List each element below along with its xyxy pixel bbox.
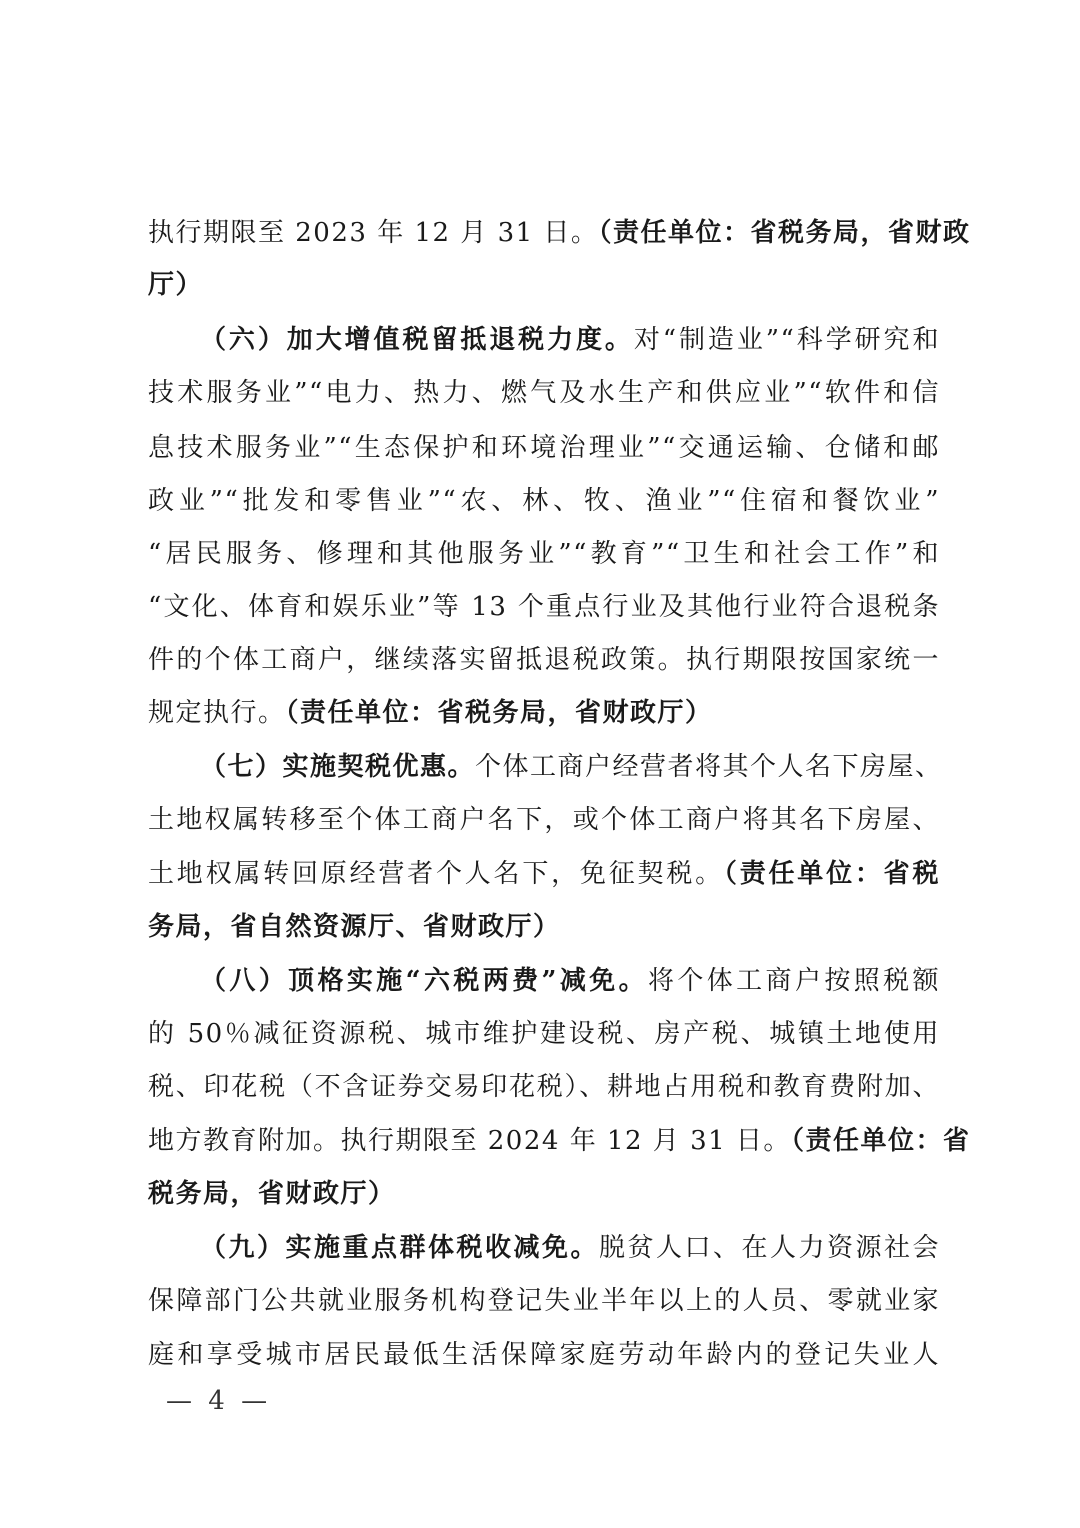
text-line [148,587,940,627]
text-line [148,854,940,894]
text-segment: 保障部门公共就业服务机构登记失业半年以上的人员、零就业家 [148,1286,940,1316]
text-line [148,428,940,468]
text-line [148,373,940,413]
bold-text-segment: （责任单位：省税务局，省财政厅） [285,698,713,728]
text-segment: 件的个体工商户，继续落实留抵退税政策。执行期限按国家统一 [148,645,940,675]
text-line [148,1174,940,1214]
text-segment: 技术服务业”“电力、热力、燃气及水生产和供应业”“软件和信 [148,378,940,408]
text-line [148,534,940,574]
bold-text-segment: （责任单位：省税 [723,859,940,889]
text-line [148,481,940,521]
text-line [200,961,940,1001]
bold-text-segment: （八）顶格实施“六税两费”减免。 [200,966,649,996]
bold-text-segment: 务局，省自然资源厅、省财政厅） [148,912,561,942]
text-segment: 土地权属转移至个体工商户名下，或个体工商户将其名下房屋、 [148,805,940,835]
text-segment: 税、印花税（不含证券交易印花税）、耕地占用税和教育费附加、 [148,1072,940,1102]
page-number: — 4 — [166,1386,272,1416]
text-segment: 执行期限至 2023 年 12 月 31 日。 [148,218,599,248]
bold-text-segment: 厅） [148,270,204,300]
bold-text-segment: （七）实施契税优惠。 [200,752,476,782]
text-segment: “居民服务、修理和其他服务业”“教育”“卫生和社会工作”和 [148,539,940,569]
text-segment: 地方教育附加。执行期限至 2024 年 12 月 31 日。 [148,1126,791,1156]
text-line [148,907,940,947]
text-segment: 规定执行。 [148,698,286,728]
bold-text-segment: （六）加大增值税留抵退税力度。 [200,325,634,355]
text-segment: 息技术服务业”“生态保护和环境治理业”“交通运输、仓储和邮 [148,433,940,463]
bold-text-segment: （责任单位：省税务局，省财政 [598,218,971,248]
text-line [200,320,940,360]
text-line [148,1281,940,1321]
text-segment: 庭和享受城市居民最低生活保障家庭劳动年龄内的登记失业人 [148,1340,940,1370]
text-line [148,1067,940,1107]
text-segment: “文化、体育和娱乐业”等 13 个重点行业及其他行业符合退税条 [148,592,940,622]
text-segment: 政业”“批发和零售业”“农、林、牧、渔业”“住宿和餐饮业” [148,486,940,516]
text-line [148,1121,971,1161]
text-line [148,800,940,840]
bold-text-segment: （责任单位：省 [790,1126,971,1156]
bold-text-segment: 税务局，省财政厅） [148,1179,396,1209]
text-segment: 的 50％减征资源税、城市维护建设税、房产税、城镇土地使用 [148,1019,940,1049]
text-segment: 脱贫人口、在人力资源社会 [598,1233,940,1263]
text-segment: 将个体工商户按照税额 [648,966,940,996]
text-line [200,1228,940,1268]
bold-text-segment: （九）实施重点群体税收减免。 [200,1233,599,1263]
text-segment: 土地权属转回原经营者个人名下，免征契税。 [148,859,724,889]
text-line [148,213,971,253]
text-line [148,693,940,733]
text-line [148,640,940,680]
text-segment: 对“制造业”“科学研究和 [633,325,940,355]
text-segment: 个体工商户经营者将其个人名下房屋、 [475,752,943,782]
text-line [200,747,943,787]
text-line [148,265,940,305]
text-line [148,1335,940,1375]
text-line [148,1014,940,1054]
